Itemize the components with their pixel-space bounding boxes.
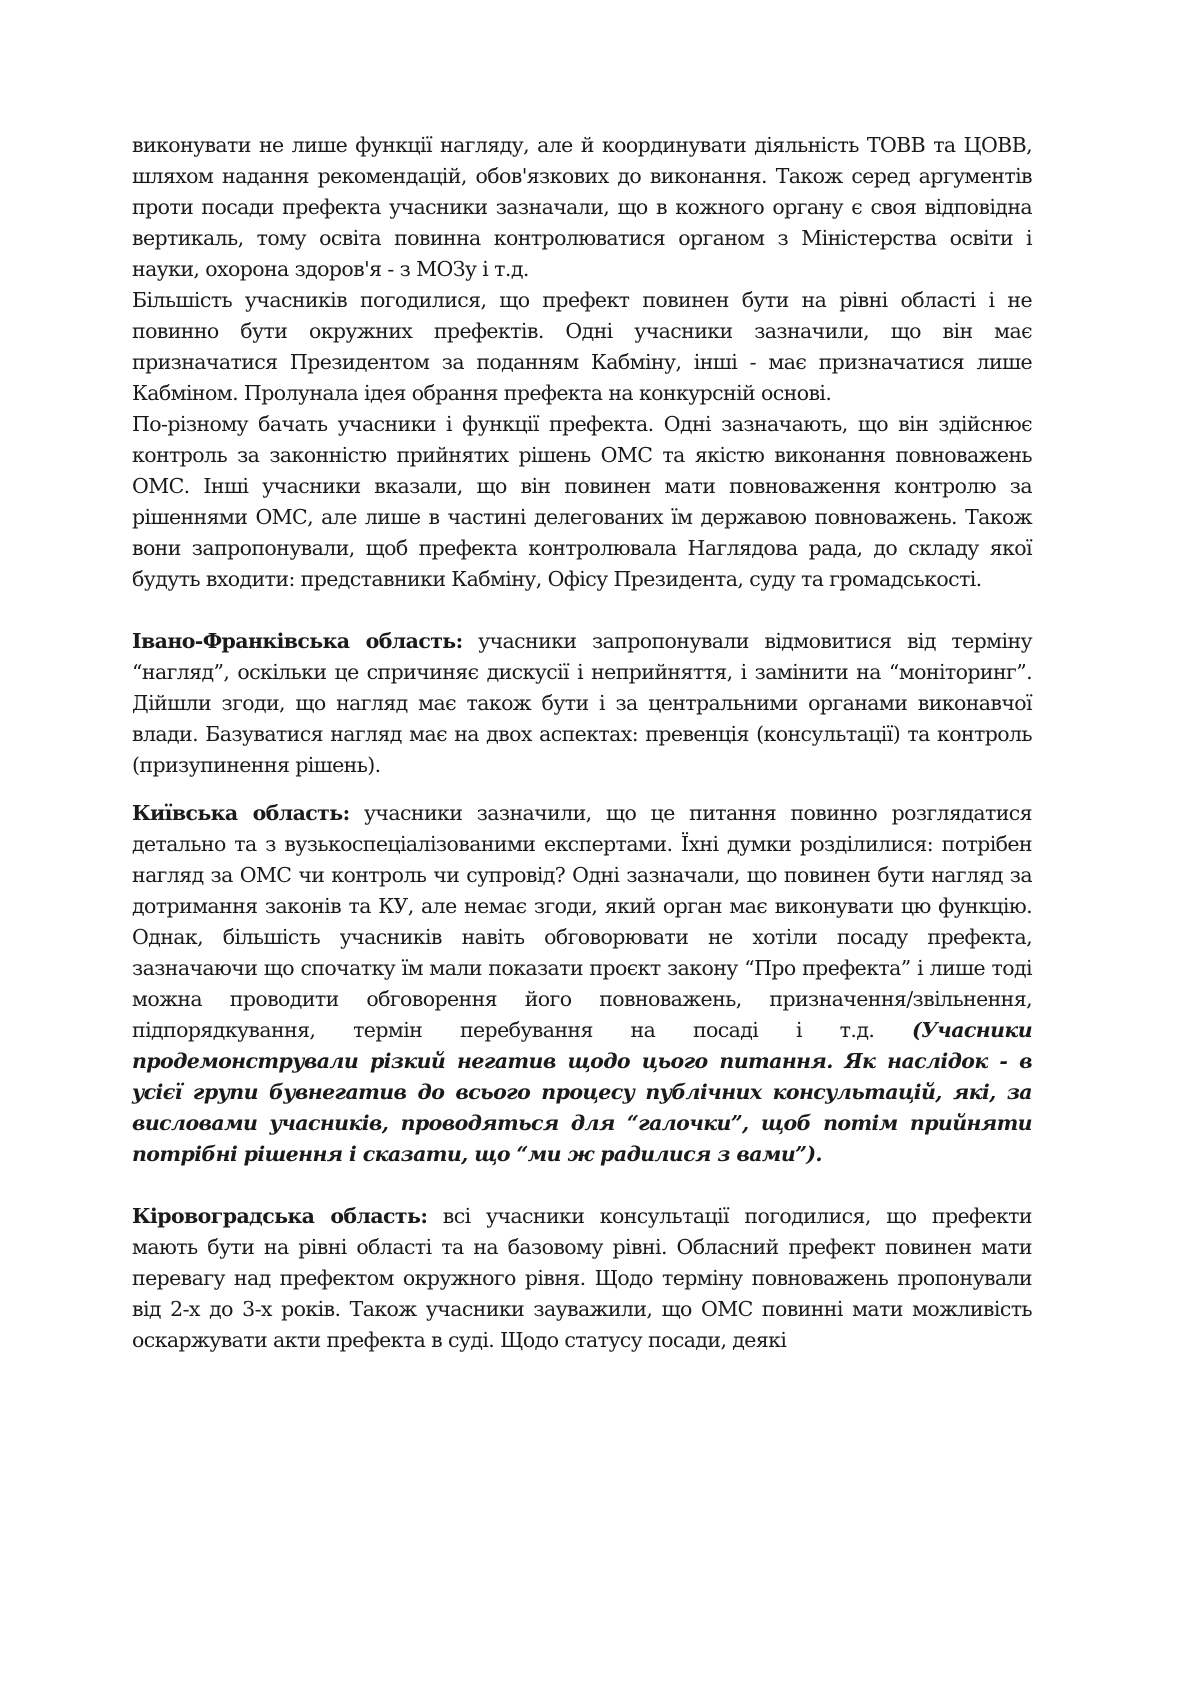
region-heading: Кіровоградська область: xyxy=(132,1204,428,1228)
paragraph-prefect-level: Більшість учасників погодилися, що префект повинен бути на рівні області і не повинно бути окружних префектів. Одні учасники зазначили, що він має призначатися Президентом за поданням Кабміну, інші - має призначатися лише Кабміном. Пролунала ідея обрання префекта на конкурсній основі. xyxy=(132,288,1032,405)
section-ivano-frankivsk xyxy=(132,626,1032,781)
paragraph-prefect-functions: По-різному бачать учасники і функції префекта. Одні зазначають, що він здійснює контроль за законністю прийнятих рішень ОМС та якістю виконання повноважень ОМС. Інші учасники вказали, що він повинен мати повноваження контролю за рішеннями ОМС, але лише в частині делегованих їм державою повноважень. Також вони запропонували, щоб префекта контролювала Наглядова рада, до складу якої будуть входити: представники Кабміну, Офісу Президента, суду та громадськості. xyxy=(132,412,1032,591)
spacer xyxy=(132,1170,1032,1201)
paragraph-oversight-functions: виконувати не лише функції нагляду, але й координувати діяльність ТОВВ та ЦОВВ, шляхом надання рекомендацій, обов'язкових до виконання. Також серед аргументів проти посади префекта учасники зазначали, що в кожного органу є своя відповідна вертикаль, тому освіта повинна контролюватися органом з Міністерства освіти і науки, охорона здоров'я - з МОЗу і т.д. xyxy=(132,133,1032,281)
section-kyiv xyxy=(132,798,1032,1170)
region-heading: Івано-Франківська область: xyxy=(132,629,463,653)
section-text: учасники запропонували відмовитися від терміну “нагляд”, оскільки це спричиняє дискусії і неприйняття, і замінити на “моніторинг”. Дійшли згоди, що нагляд має також бути і за центральними органами виконавчої влади. Базуватися нагляд має на двох аспектах: превенція (консультації) та контроль (призупинення рішень). xyxy=(132,629,1033,777)
spacer xyxy=(132,781,1032,798)
document-page xyxy=(132,130,1032,1356)
section-text: учасники зазначили, що це питання повинно розглядатися детально та з вузькоспеціалізованими експертами. Їхні думки розділилися: потрібен нагляд за ОМС чи контроль чи супровід? Одні зазначали, що повинен бути нагляд за дотримання законів та КУ, але немає згоди, який орган має виконувати цю функцію. Однак, більшість учасників навіть обговорювати не хотіли посаду префекта, зазначаючи що спочатку їм мали показати проєкт закону “Про префекта” і лише тоді можна проводити обговорення його повноважень, призначення/звільнення, підпорядкування, термін перебування на посаді і т.д. xyxy=(132,801,1032,1042)
section-kirovohrad xyxy=(132,1201,1032,1356)
emphasis-note: (Учасники продемонстрували різкий негатив щодо цього питання. Як наслідок - в усієї групи бувнегатив до всього процесу публічних консультацій, які, за висловами учасників, проводяться для “галочки”, щоб потім прийняти потрібні рішення і сказати, що “ми ж радилися з вами”). xyxy=(132,1018,1032,1166)
region-heading: Київська область: xyxy=(132,801,350,825)
spacer xyxy=(132,595,1032,626)
section-text: всі учасники консультації погодилися, що префекти мають бути на рівні області та на базовому рівні. Обласний префект повинен мати перевагу над префектом окружного рівня. Щодо терміну повноважень пропонували від 2-х до 3-х років. Також учасники зауважили, що ОМС повинні мати можливість оскаржувати акти префекта в суді. Щодо статусу посади, деякі xyxy=(132,1204,1032,1352)
